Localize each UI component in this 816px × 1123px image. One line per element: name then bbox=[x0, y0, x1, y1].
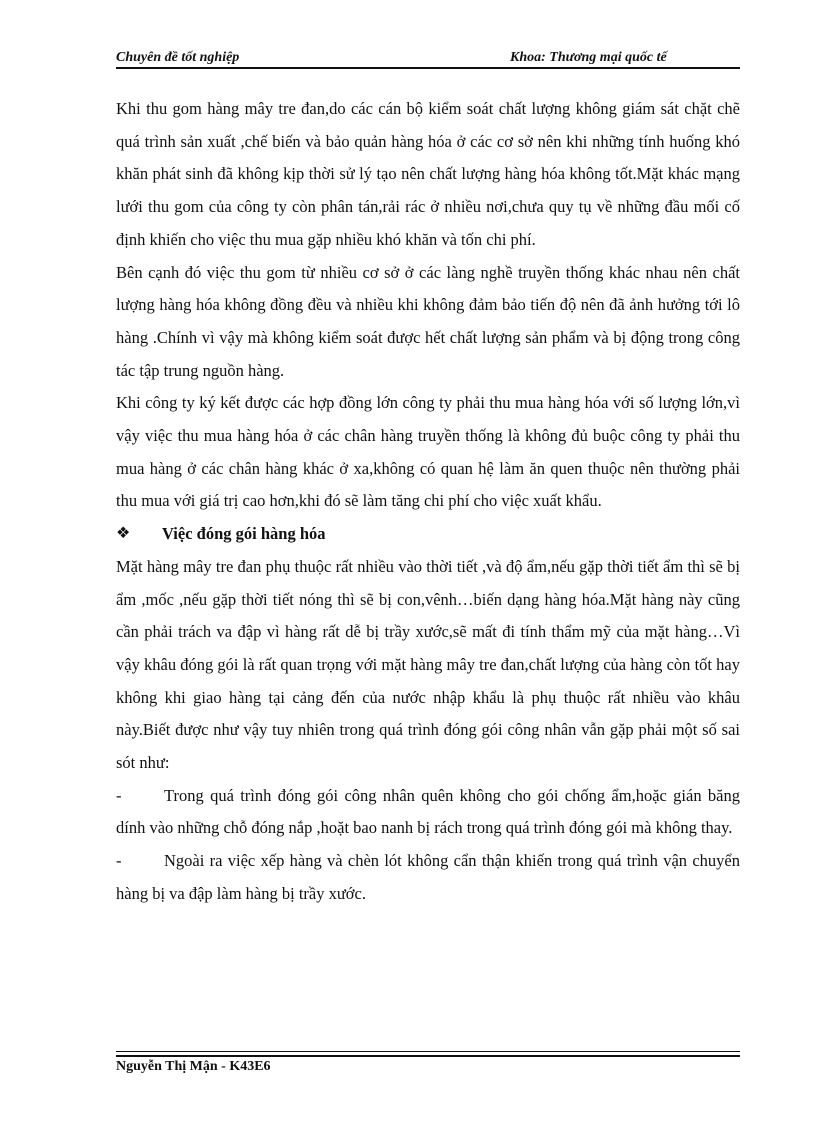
dash-marker: - bbox=[116, 785, 122, 805]
list-item bbox=[116, 780, 740, 845]
list-item-text: Ngoài ra việc xếp hàng và chèn lót không cẩn thận khiến trong quá trình vận chuyển hàng bị va đập làm hàng bị trầy xước. bbox=[116, 851, 740, 903]
footer-divider-thick bbox=[116, 1055, 740, 1057]
header-divider bbox=[116, 67, 740, 69]
footer-divider-thin bbox=[116, 1051, 740, 1052]
footer-author: Nguyễn Thị Mận - K43E6 bbox=[116, 1059, 271, 1074]
list-item-text: Trong quá trình đóng gói công nhân quên không cho gói chống ẩm,hoặc gián băng dính vào những chỗ đóng nắp ,hoặt bao nanh bị rách trong quá trình đóng gói mà không thay. bbox=[116, 785, 740, 838]
paragraph-large-contracts: Khi công ty ký kết được các hợp đồng lớn công ty phải thu mua hàng hóa với số lượng lớn,vì vậy việc thu mua hàng hóa ở các chân hàng truyền thống là không đủ buộc công ty phải thu mua hàng ở các chân hàng khác ở xa,không có quan hệ làm ăn quen thuộc nên thường phải thu mua với giá trị cao hơn,khi đó sẽ làm tăng chi phí cho việc xuất khẩu. bbox=[116, 393, 740, 511]
list-item bbox=[116, 845, 740, 910]
header-thesis-title: Chuyên đề tốt nghiệp bbox=[116, 50, 240, 65]
dash-marker: - bbox=[116, 851, 122, 871]
section-heading-text: Việc đóng gói hàng hóa bbox=[162, 524, 326, 544]
section-heading bbox=[116, 518, 740, 551]
paragraph-collection-quality: Khi thu gom hàng mây tre đan,do các cán bộ kiểm soát chất lượng không giám sát chặt chẽ quá trình sản xuất ,chế biến và bảo quản hàng hóa ở các cơ sở nên khi những tính huống khó khăn phát sinh đã không kịp thời sử lý tạo nên chất lượng hàng hóa không tốt.Mặt khác mạng lưới thu gom của công ty còn phân tán,rải rác ở nhiều nơi,chưa quy tụ về những đầu mối cố định khiến cho việc thu mua gặp nhiều khó khăn và tốn chi phí. bbox=[116, 99, 740, 249]
body-content bbox=[116, 93, 740, 911]
header-faculty: Khoa: Thương mại quốc tế bbox=[510, 50, 667, 65]
paragraph-packaging: Mặt hàng mây tre đan phụ thuộc rất nhiều vào thời tiết ,và độ ẩm,nếu gặp thời tiết ẩm thì sẽ bị ẩm ,mốc ,nếu gặp thời tiết nóng thì sẽ bị con,vênh…biến dạng hàng hóa.Mặt hàng này cũng cần phải trách va đập vì hàng rất dễ bị trầy xước,sẽ mất đi tính thẩm mỹ của mặt hàng…Vì vậy khâu đóng gói là rất quan trọng với mặt hàng mây tre đan,chất lượng của hàng còn tốt hay không khi giao hàng tại cảng đến của nước nhập khẩu là phụ thuộc rất nhiều vào khâu này.Biết được như vậy tuy nhiên trong quá trình đóng gói công nhân vẫn gặp phải một số sai sót như: bbox=[116, 556, 740, 773]
paragraph-craft-villages: Bên cạnh đó việc thu gom từ nhiều cơ sở ở các làng nghề truyền thống khác nhau nên chất lượng hàng hóa không đồng đều và nhiều khi không đảm bảo tiến độ nên đã ảnh hưởng tới lô hàng .Chính vì vậy mà không kiểm soát được hết chất lượng sản phẩm và bị động trong công tác tập trung nguồn hàng. bbox=[116, 262, 740, 380]
diamond-bullet-icon: ❖ bbox=[116, 525, 131, 543]
